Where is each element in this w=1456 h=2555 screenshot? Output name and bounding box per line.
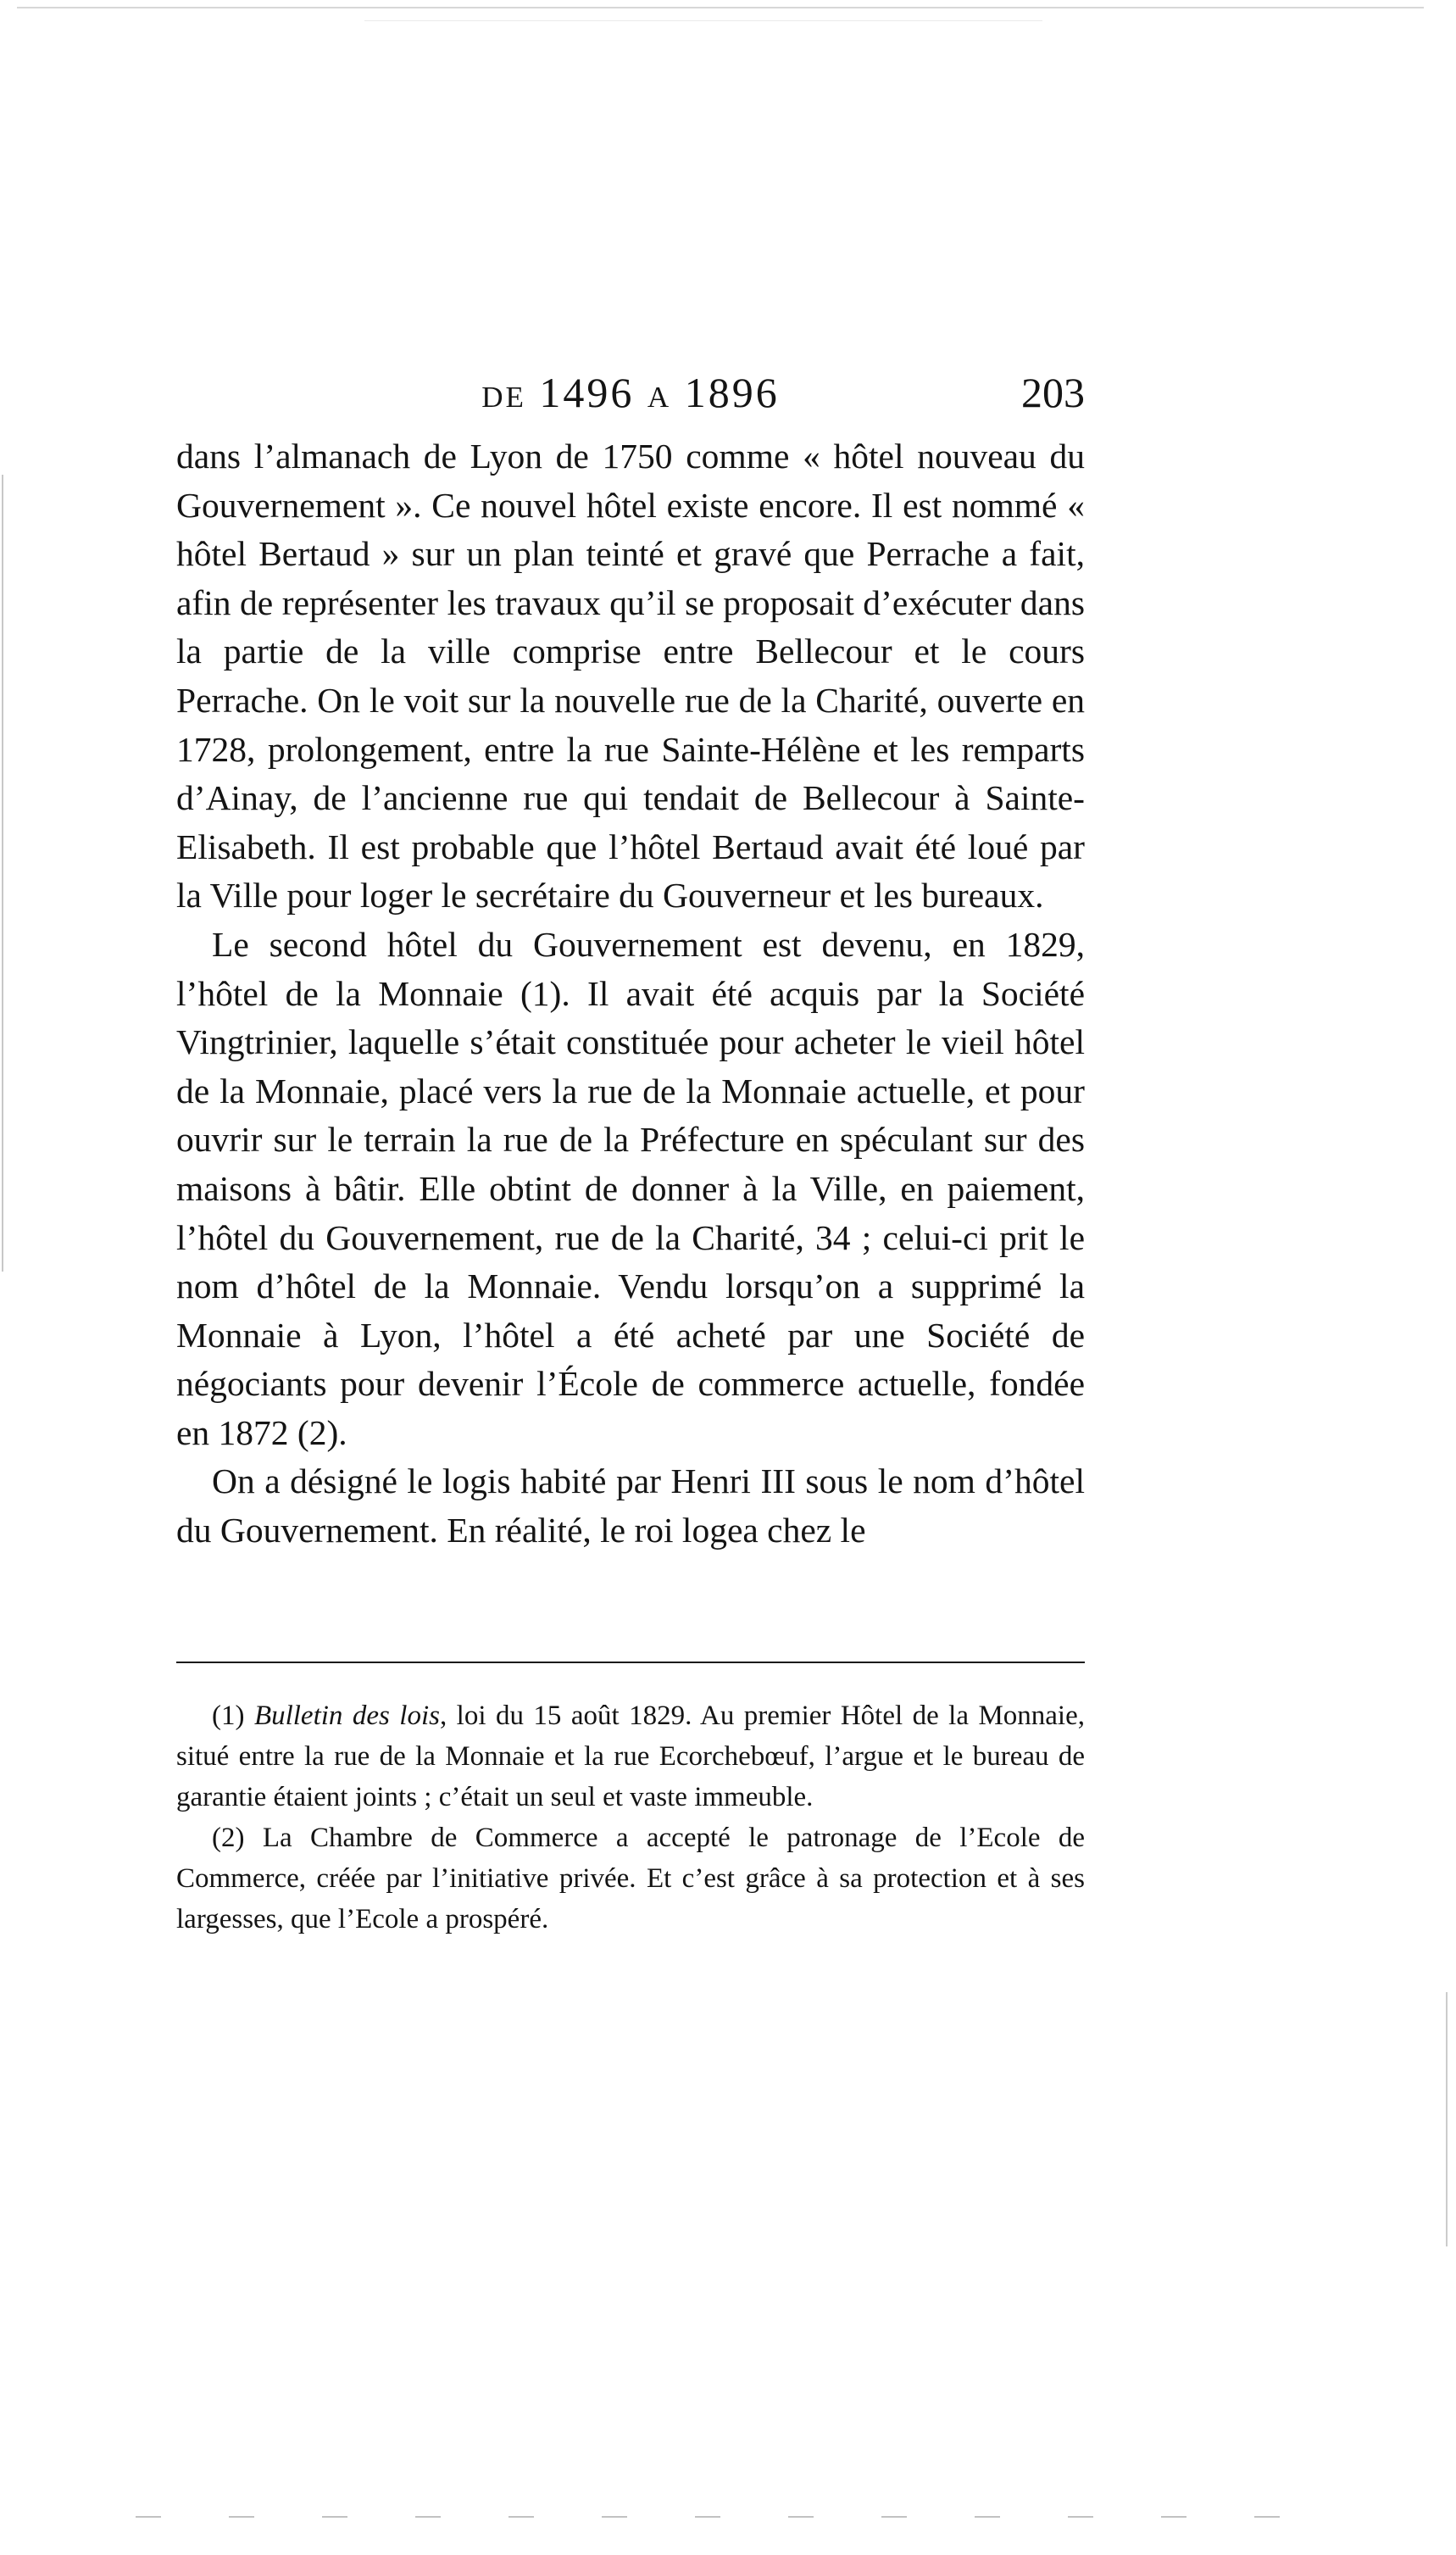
- paragraph-1: dans l’almanach de Lyon de 1750 comme « hôtel nouveau du Gouvernement ». Ce nouvel hôtel existe encore. Il est nommé « hôtel Bertaud » sur un plan teinté et gravé que Perrache a fait, afin de représenter les travaux qu’il se proposait d’exécuter dans la partie de la ville comprise entre Bellecour et le cours Perrache. On le voit sur la nouvelle rue de la Charité, ouverte en 1728, prolongement, entre la rue Sainte-Hélène et les remparts d’Ainay, de l’ancienne rue qui tendait de Bellecour à Sainte-Elisabeth. Il est probable que l’hôtel Bertaud avait été loué par la Ville pour loger le secrétaire du Gouverneur et les bureaux.: [176, 437, 1085, 916]
- footnote-1-text: , loi du 15 août 1829. Au premier Hôtel de la Monnaie, situé entre la rue de la Monnaie et la rue Ecorchebœuf, l’argue et le bureau de garantie étaient joints ; c’était un seul et vaste immeuble.: [176, 1701, 1086, 1812]
- footnote-1: [176, 1695, 1085, 1817]
- paragraph-3: On a désigné le logis habité par Henri III sous le nom d’hôtel du Gouvernement. En réalité, le roi logea chez le: [176, 1461, 1085, 1550]
- scan-edge-top: [17, 7, 1424, 8]
- footnote-2-marker: (2): [212, 1823, 263, 1853]
- running-head: [176, 363, 1085, 422]
- scan-edge-right: [1446, 1992, 1448, 2246]
- running-title: de 1496 a 1896: [481, 369, 780, 416]
- paragraph-2: Le second hôtel du Gouvernement est devenu, en 1829, l’hôtel de la Monnaie (1). Il avait été acquis par la Société Vingtrinier, laquelle s’était constituée pour acheter le vieil hôtel de la Monnaie, placé vers la rue de la Monnaie actuelle, et pour ouvrir sur le terrain la rue de la Préfecture en spéculant sur des maisons à bâtir. Elle obtint de donner à la Ville, en paiement, l’hôtel du Gouvernement, rue de la Charité, 34 ; celui-ci prit le nom d’hôtel de la Monnaie. Vendu lorsqu’on a supprimé la Monnaie à Lyon, l’hôtel a été acheté par une Société de négociants pour devenir l’École de commerce actuelle, fondée en 1872 (2).: [176, 924, 1085, 1452]
- footnote-1-marker: (1): [212, 1701, 254, 1731]
- footnote-2: [176, 1817, 1085, 1940]
- scan-edge-top-faint: [364, 20, 1042, 21]
- page-number: 203: [1021, 369, 1085, 416]
- footnote-1-source: Bulletin des lois: [253, 1701, 440, 1731]
- footnote-separator: [176, 1662, 1085, 1663]
- footnote-2-text: La Chambre de Commerce a accepté le patronage de l’Ecole de Commerce, créée par l’initiative privée. Et c’est grâce à sa protection et à ses largesses, que l’Ecole a prospéré.: [176, 1823, 1085, 1934]
- body-text: [176, 432, 1085, 1556]
- scan-edge-bottom: [136, 2516, 1322, 2518]
- scan-edge-left: [2, 475, 3, 1272]
- footnotes: [176, 1695, 1085, 1940]
